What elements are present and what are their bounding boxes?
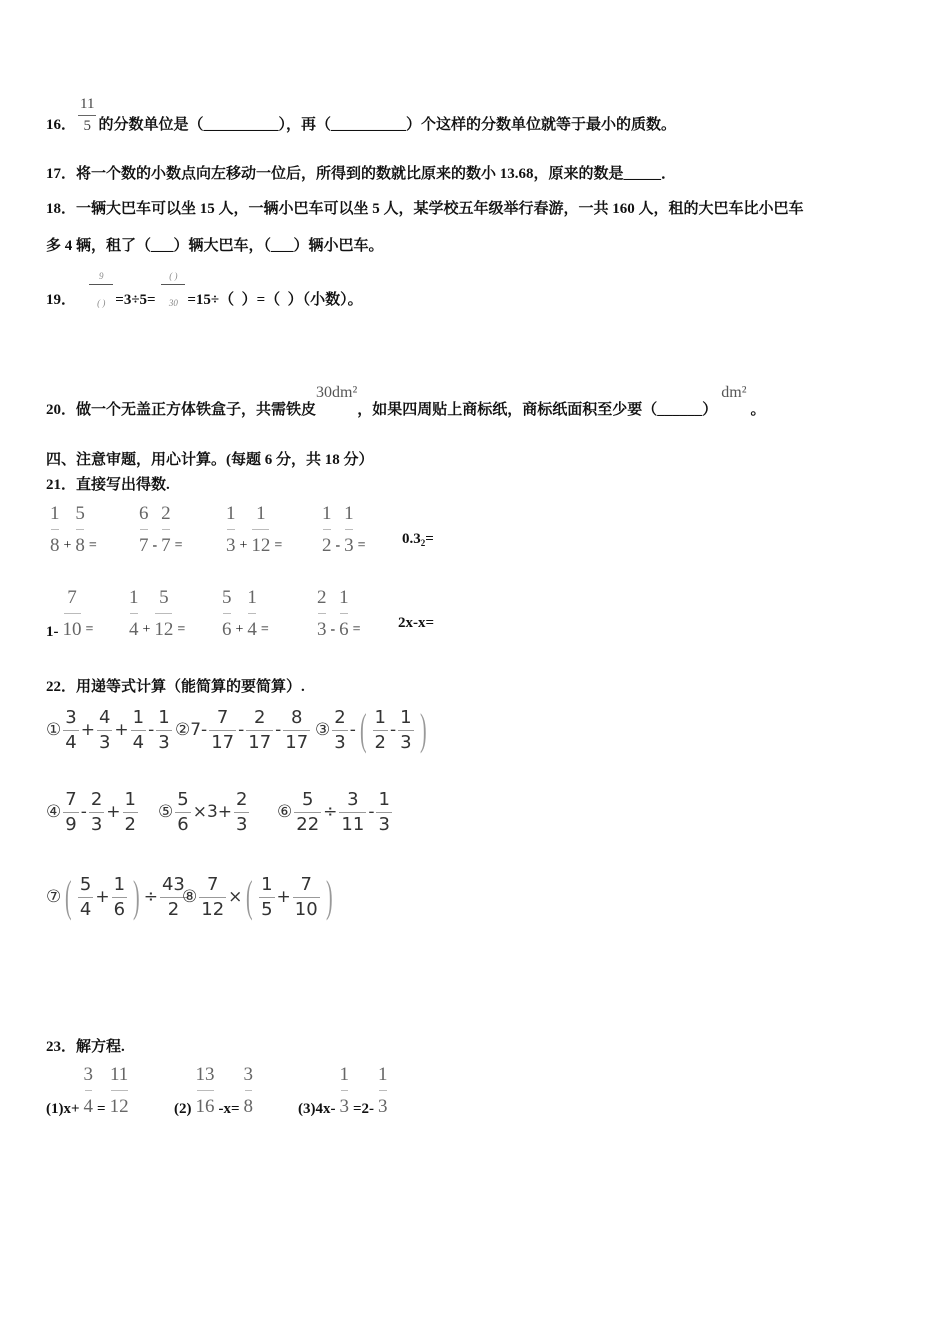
numerator: 1 (158, 707, 170, 728)
denominator: 2 (124, 813, 136, 835)
denominator: 3 (226, 534, 236, 556)
text: -x= (218, 1100, 240, 1117)
question-22-title (46, 675, 305, 696)
denominator: 3 (90, 813, 103, 835)
numerator: 2 (253, 707, 266, 728)
fraction-bar (162, 529, 170, 530)
fraction-bar (345, 529, 353, 530)
numerator: 3 (83, 1064, 94, 1085)
numerator: 4 (98, 707, 111, 728)
text: 23．解方程. (46, 1039, 125, 1055)
q21-expression (135, 504, 183, 557)
fraction (242, 1065, 256, 1118)
text: ③ (315, 720, 331, 741)
question-23-title (46, 1035, 125, 1056)
denominator: 3 (98, 731, 111, 753)
text: ⑧ (182, 887, 198, 908)
numerator: 43 (161, 874, 185, 895)
fraction (376, 790, 391, 835)
fraction (73, 504, 87, 557)
q23-equation (298, 1065, 392, 1118)
text: - (349, 720, 356, 741)
text: 21．直接写出得数. (46, 477, 170, 493)
denominator: 3 (378, 1095, 388, 1117)
fraction-bar (293, 897, 320, 898)
fraction (78, 875, 93, 920)
text: - (389, 720, 397, 741)
fraction (342, 504, 356, 557)
question-21-title (46, 473, 170, 494)
fraction (82, 1065, 96, 1118)
fraction (209, 708, 236, 753)
numerator: 3 (65, 707, 77, 728)
fraction (245, 588, 259, 641)
fraction (320, 504, 334, 557)
q22-expression (46, 790, 140, 835)
text: ÷ (323, 802, 338, 823)
text: × (228, 887, 243, 908)
q22-expression (315, 705, 430, 755)
fraction (249, 504, 272, 557)
fraction (61, 588, 84, 641)
numerator: 2 (161, 503, 171, 524)
q23-equation (46, 1065, 133, 1118)
denominator: 17 (285, 731, 309, 753)
numerator: 1 (129, 587, 139, 608)
question-16 (46, 96, 676, 134)
fraction-bar (398, 730, 413, 731)
fraction (175, 790, 190, 835)
fraction-bar (332, 730, 347, 731)
denominator: 5 (261, 898, 273, 920)
fraction (127, 588, 141, 641)
denominator: 6 (222, 618, 232, 640)
numerator: 8 (291, 707, 303, 728)
fraction-bar (197, 1090, 214, 1091)
fraction (259, 875, 274, 920)
denominator: 2 (167, 898, 180, 920)
denominator: 12 (201, 898, 225, 920)
text: 四、注意审题，用心计算。(每题 6 分，共 18 分） (46, 452, 374, 468)
fraction-bar (294, 812, 321, 813)
numerator: 5 (301, 789, 314, 810)
fraction (199, 875, 226, 920)
numerator: ( ) (169, 271, 178, 281)
fraction (337, 588, 351, 641)
fraction-bar (63, 730, 78, 731)
text: = (425, 531, 434, 547)
fraction-bar (373, 730, 388, 731)
fraction (338, 1065, 352, 1118)
numerator: 5 (75, 503, 85, 524)
fraction (332, 708, 347, 753)
fraction (112, 875, 127, 920)
fraction (131, 708, 146, 753)
parenthesis: ( (359, 705, 367, 755)
text: + (80, 720, 95, 741)
text: 的分数单位是（__________），再（__________）个这样的分数单位就等于最小的质数。 (98, 117, 676, 133)
numerator: 1 (344, 503, 354, 524)
fraction-bar (283, 730, 310, 731)
operator: + (239, 537, 248, 553)
q21-expression (402, 531, 434, 548)
text: ②7- (175, 720, 208, 741)
text: + (114, 720, 129, 741)
numerator: 7 (216, 707, 229, 728)
unit-text: 30dm² (316, 384, 358, 401)
numerator: 5 (79, 874, 92, 895)
parenthesis: ) (419, 705, 427, 755)
fraction (224, 504, 238, 557)
text: - (80, 802, 87, 823)
fraction (398, 708, 413, 753)
denominator: 30 (168, 297, 178, 308)
numerator: 1 (374, 707, 386, 728)
denominator: 22 (296, 813, 320, 835)
denominator: 2 (322, 534, 332, 556)
denominator: 4 (65, 731, 77, 753)
text: ⑥ (277, 802, 293, 823)
fraction-bar (209, 730, 236, 731)
fraction (137, 504, 151, 557)
numerator: 5 (222, 587, 232, 608)
fraction-bar (156, 730, 171, 731)
denominator: 3 (317, 618, 327, 640)
text: =3÷5= (115, 291, 160, 308)
denominator: 3 (334, 731, 346, 753)
denominator: 12 (109, 1095, 129, 1117)
text: 多 4 辆，租了（___）辆大巴车，（___）辆小巴车。 (46, 238, 384, 254)
fraction (234, 790, 249, 835)
question-17 (46, 162, 676, 183)
text: (2) (174, 1100, 192, 1117)
fraction (293, 875, 320, 920)
operator: = (260, 621, 269, 637)
fraction-bar (259, 897, 274, 898)
text: 17．将一个数的小数点向左移动一位后，所得到的数就比原来的数小 13.68，原来的数是_____． (46, 166, 677, 182)
numerator: 2 (317, 587, 327, 608)
fraction (373, 708, 388, 753)
numerator: 2 (90, 789, 103, 810)
numerator: 1 (113, 874, 126, 895)
fraction-bar (376, 812, 391, 813)
text: (3)4x- (298, 1100, 336, 1117)
fraction-bar (245, 1090, 253, 1091)
fraction-bar (339, 812, 366, 813)
text: 18．一辆大巴车可以坐 15 人，一辆小巴车可以坐 5 人，某学校五年级举行春游，一共 160 人，租的大巴车比小巴车 (46, 201, 804, 217)
fraction-bar (379, 1090, 387, 1091)
denominator: 5 (83, 117, 91, 134)
fraction (159, 504, 173, 557)
operator: = (174, 537, 183, 553)
fraction-bar (323, 529, 331, 530)
text: + (276, 887, 291, 908)
numerator: 1 (378, 1064, 388, 1085)
denominator: 9 (65, 813, 77, 835)
fraction-bar (111, 1090, 128, 1091)
fraction (315, 588, 329, 641)
fraction (376, 1065, 390, 1118)
numerator: 1 (400, 707, 412, 728)
operator: = (85, 621, 94, 637)
fraction-bar (340, 613, 348, 614)
fraction-bar (227, 529, 235, 530)
denominator: 3 (158, 731, 170, 753)
text: + (106, 802, 121, 823)
question-18-line1 (46, 197, 804, 218)
text: 19． (46, 291, 88, 308)
fraction-bar (97, 730, 112, 731)
fraction-bar (76, 529, 84, 530)
fraction (97, 708, 112, 753)
numerator: 13 (195, 1064, 215, 1085)
q21-expression (222, 504, 282, 557)
denominator: 12 (154, 618, 174, 640)
q21-expression (125, 588, 185, 641)
denominator: 8 (75, 534, 85, 556)
numerator: 1 (50, 503, 60, 524)
fraction (63, 790, 78, 835)
operator: = (88, 537, 97, 553)
fraction (108, 1065, 131, 1118)
fraction (78, 96, 96, 134)
text: ① (46, 720, 62, 741)
fraction (220, 588, 234, 641)
numerator: 1 (226, 503, 236, 524)
operator: + (235, 621, 244, 637)
fraction-bar (64, 613, 81, 614)
numerator: 7 (67, 587, 77, 608)
fraction-bar (112, 897, 127, 898)
denominator: 8 (50, 534, 60, 556)
text: - (368, 802, 375, 823)
question-18-line2 (46, 234, 384, 255)
denominator: 11 (341, 813, 365, 835)
parenthesis: ( (65, 872, 72, 922)
fraction-bar (85, 1090, 93, 1091)
text: - (275, 720, 282, 741)
denominator: 6 (113, 898, 126, 920)
numerator: 1 (132, 707, 145, 728)
numerator: 3 (243, 1064, 254, 1085)
text: - (148, 720, 155, 741)
denominator: 4 (129, 618, 139, 640)
fraction (283, 708, 310, 753)
fraction-bar (318, 613, 326, 614)
text: 20．做一个无盖正方体铁盒子，共需铁皮 (46, 402, 317, 418)
text: (1)x+ (46, 1100, 80, 1117)
denominator: 4 (83, 1095, 94, 1117)
denominator: 6 (339, 618, 349, 640)
text: ⑦ (46, 887, 62, 908)
fraction-bar (123, 812, 138, 813)
denominator: 4 (247, 618, 257, 640)
numerator: 1 (247, 587, 257, 608)
operator: = (274, 537, 283, 553)
numerator: 1 (339, 587, 349, 608)
denominator: 6 (177, 813, 189, 835)
q22-expression (46, 708, 174, 753)
denominator: ( ) (97, 297, 106, 308)
numerator: 5 (159, 587, 169, 608)
numerator: 2 (334, 707, 346, 728)
operator: + (63, 537, 72, 553)
fraction (152, 588, 175, 641)
numerator: 1 (124, 789, 136, 810)
numerator: 11 (109, 1064, 129, 1085)
denominator: 16 (195, 1095, 215, 1117)
q21-expression (318, 504, 366, 557)
operator: + (142, 621, 151, 637)
question-19 (46, 272, 363, 309)
fraction-bar (155, 613, 172, 614)
text: - (238, 720, 245, 741)
denominator: 3 (339, 1095, 349, 1117)
numerator: 6 (139, 503, 149, 524)
text: ④ (46, 802, 62, 823)
denominator: 12 (251, 534, 271, 556)
fraction-bar (248, 613, 256, 614)
fraction-bar (252, 529, 269, 530)
q22-expression (158, 790, 251, 835)
q21-expression (218, 588, 269, 641)
operator: = (357, 537, 366, 553)
text: + (95, 887, 110, 908)
fraction (161, 272, 185, 309)
text: =2- (353, 1100, 375, 1117)
denominator: 3 (400, 731, 412, 753)
operator: = (352, 621, 361, 637)
fraction (156, 708, 171, 753)
fraction (63, 708, 78, 753)
text: ，如果四周贴上商标纸，商标纸面积至少要（______） (357, 402, 718, 418)
fraction (48, 504, 62, 557)
numerator: 7 (300, 874, 312, 895)
text: 22．用递等式计算（能简算的要简算）. (46, 679, 305, 695)
denominator: 10 (62, 618, 82, 640)
text: = (97, 1100, 106, 1117)
fraction-bar (130, 613, 138, 614)
parenthesis: ( (246, 872, 254, 922)
fraction-bar (234, 812, 249, 813)
fraction (294, 790, 321, 835)
numerator: 7 (206, 874, 219, 895)
parenthesis: ) (133, 872, 140, 922)
text: ⑤ (158, 802, 174, 823)
denominator: 7 (161, 534, 171, 556)
fraction-bar (78, 897, 93, 898)
text: =15÷（ ）=（ ）（小数）。 (187, 291, 363, 308)
q23-equation (174, 1065, 257, 1118)
q22-expression (182, 872, 336, 922)
numerator: 1 (256, 503, 266, 524)
unit-text: dm² (717, 384, 751, 401)
denominator: 3 (378, 813, 390, 835)
denominator: 4 (79, 898, 92, 920)
numerator: 11 (80, 96, 95, 112)
text: ÷ (143, 887, 158, 908)
numerator: 1 (261, 874, 273, 895)
denominator: 10 (294, 898, 318, 920)
fraction-bar (131, 730, 146, 731)
text: ×3+ (192, 802, 233, 823)
question-20 (46, 384, 766, 419)
denominator: 17 (248, 731, 272, 753)
numerator: 1 (378, 789, 390, 810)
operator: = (177, 621, 186, 637)
fraction-bar (341, 1090, 349, 1091)
fraction-bar (78, 115, 96, 116)
q22-expression (46, 872, 189, 922)
denominator: 3 (236, 813, 248, 835)
fraction-bar (175, 812, 190, 813)
denominator: 4 (132, 731, 145, 753)
fraction-bar (223, 613, 231, 614)
denominator: 7 (139, 534, 149, 556)
q21-expression (46, 588, 93, 641)
fraction (194, 1065, 217, 1118)
fraction-bar (89, 812, 104, 813)
denominator: 8 (243, 1095, 254, 1117)
operator: - (330, 621, 336, 637)
fraction-bar (199, 897, 226, 898)
q22-expression (277, 790, 394, 835)
text: 2 (420, 538, 426, 548)
operator: - (152, 537, 158, 553)
q22-expression (175, 708, 312, 753)
q21-expression (313, 588, 361, 641)
fraction-bar (246, 730, 273, 731)
fraction-bar (161, 284, 185, 285)
text: 1- (46, 623, 59, 640)
q21-expression (398, 615, 434, 632)
numerator: 5 (177, 789, 189, 810)
numerator: 9 (99, 271, 104, 281)
fraction (339, 790, 366, 835)
numerator: 7 (65, 789, 77, 810)
denominator: 2 (374, 731, 386, 753)
fraction (89, 790, 104, 835)
section-4-header (46, 448, 374, 469)
fraction-bar (63, 812, 78, 813)
text: 0.3 (402, 531, 421, 547)
operator: - (335, 537, 341, 553)
text: 。 (750, 402, 766, 418)
numerator: 1 (322, 503, 332, 524)
q21-expression (46, 504, 97, 557)
numerator: 2 (236, 789, 248, 810)
fraction-bar (51, 529, 59, 530)
denominator: 3 (344, 534, 354, 556)
denominator: 17 (211, 731, 235, 753)
fraction-bar (140, 529, 148, 530)
parenthesis: ) (325, 872, 333, 922)
fraction-bar (89, 284, 113, 285)
fraction (246, 708, 273, 753)
fraction (89, 272, 113, 309)
text: 2x-x= (398, 615, 435, 631)
text: 16． (46, 117, 77, 133)
numerator: 1 (339, 1064, 349, 1085)
numerator: 3 (347, 789, 359, 810)
fraction (123, 790, 138, 835)
